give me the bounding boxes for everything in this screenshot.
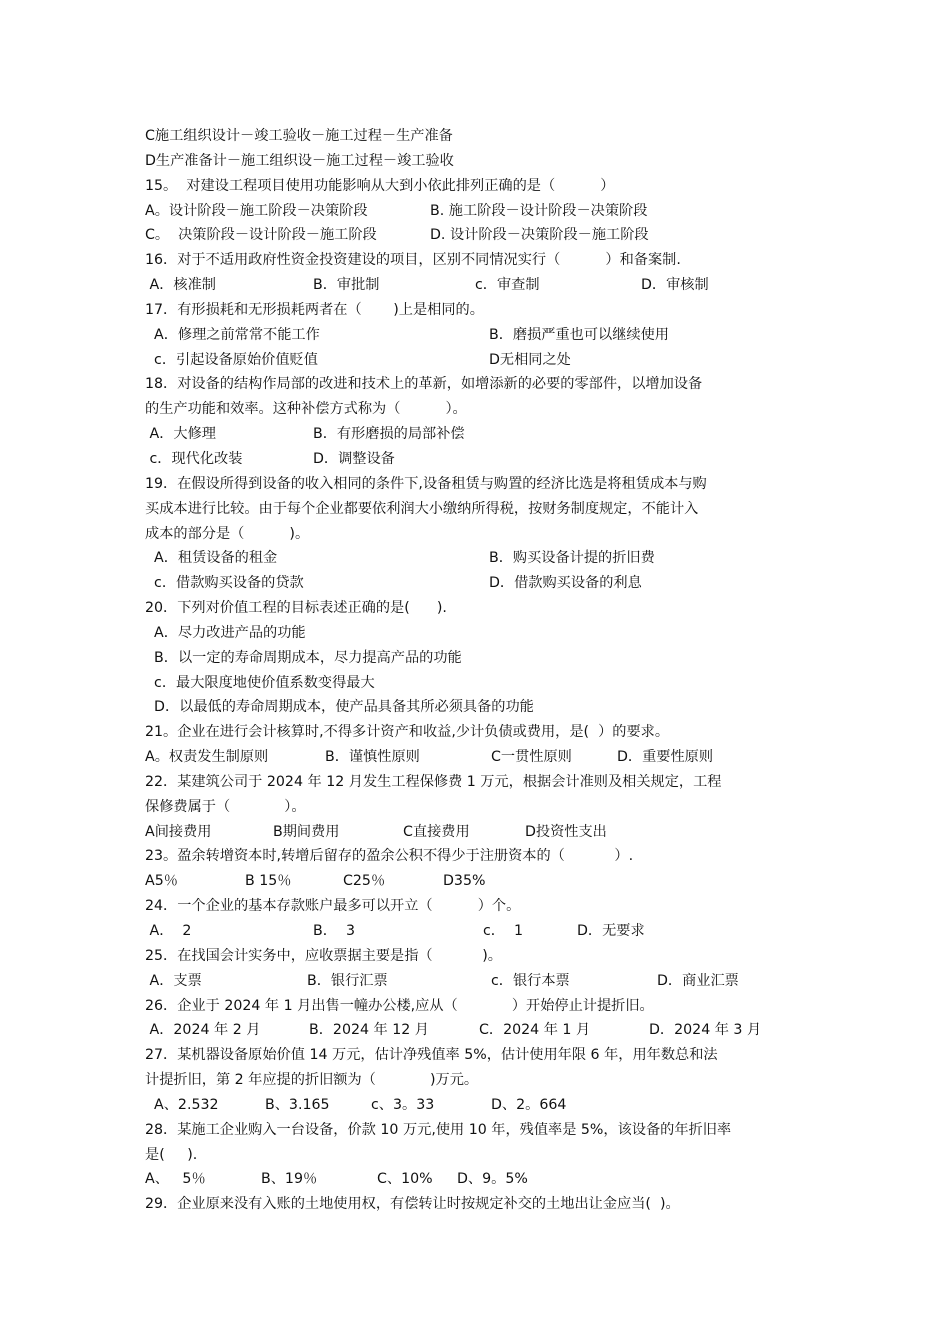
text-segment: 26．企业于 2024 年 1 月出售一幢办公楼,应从（ ）开始停止计提折旧。 (145, 997, 654, 1014)
text-segment: c．现代化改装 (145, 450, 243, 467)
text-line (145, 944, 810, 969)
text-segment: 22．某建筑公司于 2024 年 12 月发生工程保修费 1 万元，根据会计准则及相关规定，工程 (145, 773, 722, 790)
text-segment: c．审查制 (475, 277, 540, 294)
text-line (145, 894, 810, 919)
text-segment: C直接费用 (403, 823, 470, 840)
text-line (145, 646, 810, 671)
text-segment: A．修理之前常常不能工作 (145, 326, 320, 343)
text-segment: B 15％ (245, 873, 292, 890)
text-segment: D投资性支出 (525, 823, 607, 840)
text-line (145, 273, 810, 298)
text-segment: 23。盈余转增资本时,转增后留存的盈余公积不得少于注册资本的（ ）. (145, 848, 634, 865)
text-segment: C25％ (343, 873, 386, 890)
text-segment: 20．下列对价值工程的目标表述正确的是( ). (145, 600, 447, 617)
text-segment: 27．某机器设备原始价值 14 万元，估计净残值率 5%，估计使用年限 6 年，用年数总和法 (145, 1047, 718, 1064)
text-segment: D. 设计阶段－决策阶段－施工阶段 (430, 227, 649, 244)
text-segment: 的生产功能和效率。这种补偿方式称为（ ）。 (145, 401, 467, 418)
text-segment: B．审批制 (313, 277, 380, 294)
text-line (145, 1192, 810, 1217)
text-segment: 买成本进行比较。由于每个企业都要依利润大小缴纳所得税，按财务制度规定，不能计入 (145, 500, 699, 517)
text-line (145, 546, 810, 571)
text-line (145, 248, 810, 273)
text-segment: 29．企业原来没有入账的土地使用权，有偿转让时按规定补交的土地出让金应当( )。 (145, 1196, 680, 1213)
text-line (145, 1167, 810, 1192)
text-line (145, 124, 810, 149)
text-segment: A。设计阶段－施工阶段－决策阶段 (145, 202, 368, 219)
text-line (145, 994, 810, 1019)
text-segment: 15。 对建设工程项目使用功能影响从大到小依此排列正确的是（ ） (145, 177, 615, 194)
text-segment: 28．某施工企业购入一台设备，价款 10 万元,使用 10 年，残值率是 5%，该设备的年折旧率 (145, 1121, 732, 1138)
text-segment: B、19％ (261, 1171, 318, 1188)
text-segment: D、9。5% (457, 1171, 528, 1188)
text-segment: A．核准制 (145, 277, 216, 294)
text-segment: D生产准备计－施工组织设－施工过程－竣工验收 (145, 152, 454, 169)
text-line (145, 223, 810, 248)
text-line (145, 969, 810, 994)
text-line (145, 199, 810, 224)
text-line (145, 745, 810, 770)
text-segment: B．银行汇票 (307, 972, 388, 989)
text-segment: C一贯性原则 (491, 749, 572, 766)
text-segment: 25．在找国会计实务中，应收票据主要是指（ )。 (145, 947, 502, 964)
text-segment: A．租赁设备的租金 (145, 550, 278, 567)
text-segment: B. 施工阶段－设计阶段－决策阶段 (430, 202, 648, 219)
text-segment: B．谨慎性原则 (325, 749, 420, 766)
text-segment: 19．在假设所得到设备的收入相同的条件下,设备租赁与购置的经济比选是将租赁成本与购 (145, 475, 707, 492)
text-segment: c．银行本票 (491, 972, 570, 989)
text-segment: 18．对设备的结构作局部的改进和技术上的革新，如增添新的必要的零部件，以增加设备 (145, 376, 703, 393)
text-segment: A．支票 (145, 972, 202, 989)
text-segment: B．购买设备计提的折旧费 (489, 550, 655, 567)
text-line (145, 820, 810, 845)
text-segment: 成本的部分是（ )。 (145, 525, 310, 542)
text-line (145, 447, 810, 472)
text-segment: 计提折旧，第 2 年应提的折旧额为（ )万元。 (145, 1072, 479, 1089)
text-segment: B．以一定的寿命周期成本，尽力提高产品的功能 (145, 649, 462, 666)
text-segment: D．2024 年 3 月 (649, 1022, 762, 1039)
text-line (145, 422, 810, 447)
text-segment: A间接费用 (145, 823, 212, 840)
text-segment: 保修费属于（ ）。 (145, 798, 306, 815)
text-line (145, 522, 810, 547)
text-segment: C。 决策阶段－设计阶段－施工阶段 (145, 227, 377, 244)
text-segment: A5％ (145, 873, 178, 890)
text-line (145, 372, 810, 397)
text-segment: C．2024 年 1 月 (479, 1022, 591, 1039)
text-line (145, 149, 810, 174)
text-line (145, 497, 810, 522)
text-segment: c． 1 (483, 923, 524, 939)
text-segment: 24．一个企业的基本存款账户最多可以开立（ ）个。 (145, 898, 521, 915)
text-line (145, 472, 810, 497)
text-segment: C施工组织设计－竣工验收－施工过程－生产准备 (145, 128, 453, 144)
text-line (145, 323, 810, 348)
text-segment: D．商业汇票 (657, 972, 739, 989)
text-line (145, 770, 810, 795)
text-segment: D．借款购买设备的利息 (489, 575, 642, 592)
text-segment: D35% (443, 873, 486, 890)
text-line (145, 174, 810, 199)
text-segment: c．引起设备原始价值贬值 (145, 351, 318, 368)
text-line (145, 869, 810, 894)
text-segment: A．2024 年 2 月 (145, 1022, 261, 1039)
text-segment: B． 3 (313, 923, 355, 939)
text-segment: B．2024 年 12 月 (309, 1022, 429, 1039)
text-line (145, 571, 810, 596)
text-line (145, 695, 810, 720)
text-segment: 是( ). (145, 1146, 198, 1163)
text-segment: D．审核制 (641, 277, 709, 294)
text-line (145, 1093, 810, 1118)
text-segment: D无相同之处 (489, 351, 571, 368)
text-segment: B、3.165 (265, 1096, 330, 1113)
text-segment: A．尽力改进产品的功能 (145, 624, 306, 641)
text-segment: c．借款购买设备的贷款 (145, 575, 304, 592)
text-segment: 16．对于不适用政府性资金投资建设的项目，区别不同情况实行（ ）和备案制. (145, 252, 681, 269)
text-line (145, 844, 810, 869)
text-line (145, 1068, 810, 1093)
text-segment: B期间费用 (273, 823, 340, 840)
text-segment: c．最大限度地使价值系数变得最大 (145, 674, 375, 691)
text-segment: A。权责发生制原则 (145, 749, 269, 766)
text-segment: A． 2 (145, 923, 192, 939)
text-segment: D．调整设备 (313, 450, 395, 467)
text-segment: A．大修理 (145, 426, 216, 443)
text-segment: c、3。33 (371, 1096, 435, 1113)
text-segment: A、 5％ (145, 1171, 206, 1188)
text-line (145, 397, 810, 422)
text-segment: D、2。664 (491, 1096, 567, 1113)
text-segment: D．以最低的寿命周期成本，使产品具备其所必须具备的功能 (145, 699, 534, 716)
text-segment: D．无要求 (577, 923, 645, 939)
text-line (145, 596, 810, 621)
text-segment: A、2.532 (145, 1096, 219, 1113)
text-line (145, 1043, 810, 1068)
text-line (145, 671, 810, 696)
text-segment: 17．有形损耗和无形损耗两者在（ )上是相同的。 (145, 301, 484, 318)
text-line (145, 298, 810, 323)
text-line (145, 795, 810, 820)
text-line (145, 1018, 810, 1043)
text-line (145, 348, 810, 373)
text-line (145, 1118, 810, 1143)
text-segment: C、10% (377, 1171, 433, 1188)
document-page (145, 124, 810, 1217)
text-line (145, 919, 810, 944)
text-segment: D．重要性原则 (617, 749, 714, 766)
text-line (145, 720, 810, 745)
text-line (145, 621, 810, 646)
text-segment: B．有形磨损的局部补偿 (313, 426, 465, 443)
text-segment: 21。企业在进行会计核算时,不得多计资产和收益,少计负债或费用，是( ）的要求。 (145, 724, 670, 741)
text-line (145, 1143, 810, 1168)
text-segment: B．磨损严重也可以继续使用 (489, 326, 669, 343)
